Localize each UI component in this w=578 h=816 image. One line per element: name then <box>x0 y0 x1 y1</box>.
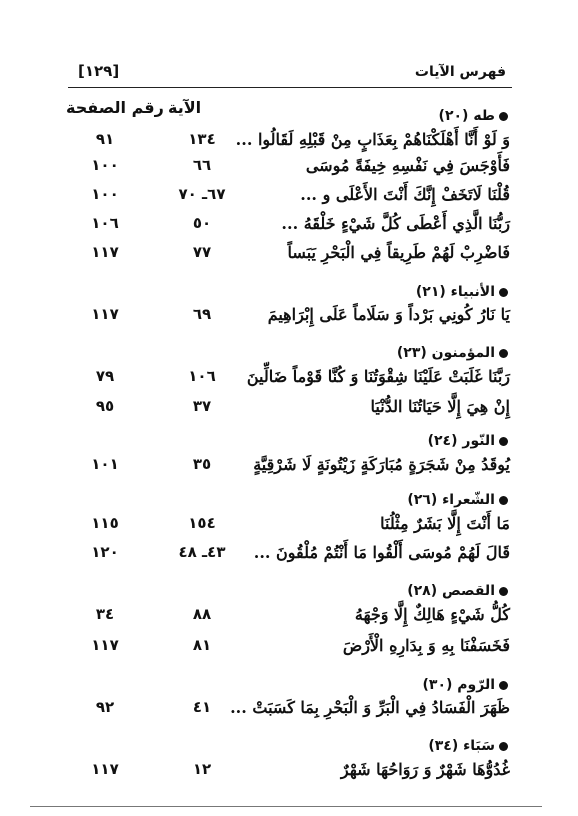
aya-number: ٦٧ـ ٧٠ <box>178 185 226 203</box>
aya-number: ٦٩ <box>192 305 212 323</box>
verse-text: فَأَوْجَسَ فِي نَفْسِهِ خِيفَةً مُوسَى <box>305 156 510 175</box>
page-ref: ١٠٠ <box>91 185 119 203</box>
aya-number: ١٣٤ <box>188 130 216 148</box>
verse-text: يُوقَدُ مِنْ شَجَرَةٍ مُبَارَكَةٍ زَيْتُونَةٍ لَا شَرْقِيَّةٍ <box>253 455 510 474</box>
bullet-icon <box>499 496 508 505</box>
aya-number: ٣٥ <box>192 455 212 473</box>
table-row <box>66 514 510 540</box>
page-ref: ١١٧ <box>91 760 119 778</box>
table-row <box>66 698 510 724</box>
page-title: فهرس الآيات <box>414 64 506 80</box>
table-row <box>66 305 510 331</box>
page-number: [١٢٩] <box>78 62 120 80</box>
verse-text: قَالَ لَهُمْ مُوسَى أَلْقُوا مَا أَنْتُمْ مُلْقُونَ ... <box>253 543 510 562</box>
surah-heading: النّور (٢٤) <box>428 433 508 449</box>
verse-text: كُلُّ شَيْءٍ هَالِكٌ إِلَّا وَجْهَهُ <box>354 605 510 624</box>
table-row <box>66 185 510 211</box>
verse-text: إِنْ هِيَ إِلَّا حَيَاتُنَا الدُّنْيَا <box>370 397 510 416</box>
bullet-icon <box>499 587 508 596</box>
bullet-icon <box>499 681 508 690</box>
page-ref: ٩١ <box>95 130 115 148</box>
table-row <box>66 397 510 423</box>
surah-heading: المؤمنون (٢٣) <box>397 345 508 361</box>
verse-text: غُدُوُّهَا شَهْرٌ وَ رَوَاحُهَا شَهْرٌ <box>340 760 510 779</box>
verse-text: ظَهَرَ الْفَسَادُ فِي الْبَرِّ وَ الْبَحْرِ بِمَا كَسَبَتْ ... <box>230 698 510 717</box>
footer-rule <box>30 806 542 807</box>
surah-heading: الشّعراء (٢٦) <box>407 492 508 508</box>
verse-text: فَخَسَفْنَا بِهِ وَ بِدَارِهِ الْأَرْضَ <box>342 636 510 655</box>
page-ref: ٧٩ <box>95 367 115 385</box>
table-row <box>66 156 510 182</box>
column-header-aya: الآية <box>168 98 202 117</box>
aya-number: ٨٨ <box>192 605 212 623</box>
page-ref: ١٠٦ <box>91 214 119 232</box>
page-ref: ٣٤ <box>95 605 115 623</box>
table-row <box>66 760 510 786</box>
aya-number: ٤٣ـ ٤٨ <box>178 543 226 561</box>
bullet-icon <box>499 437 508 446</box>
verse-text: فَاضْرِبْ لَهُمْ طَرِيقاً فِي الْبَحْرِ يَبَساً <box>287 243 510 262</box>
bullet-icon <box>499 112 508 121</box>
table-row <box>66 367 510 393</box>
page-ref: ١٠٠ <box>91 156 119 174</box>
aya-number: ٥٠ <box>192 214 212 232</box>
table-row <box>66 636 510 662</box>
table-row <box>66 605 510 631</box>
aya-number: ٣٧ <box>192 397 212 415</box>
aya-number: ١٥٤ <box>188 514 216 532</box>
verse-text: قُلْنَا لَاتَخَفْ إِنَّكَ أَنْتَ الأَعْلَى و ... <box>300 185 510 204</box>
table-row <box>66 243 510 269</box>
table-row <box>66 455 510 481</box>
aya-number: ٨١ <box>192 636 212 654</box>
aya-number: ٤١ <box>192 698 212 716</box>
page-ref: ١٢٠ <box>91 543 119 561</box>
table-row <box>66 214 510 240</box>
surah-heading: سَبَاء (٣٤) <box>428 738 508 754</box>
surah-heading: الرّوم (٣٠) <box>423 677 509 693</box>
page-ref: ١١٧ <box>91 305 119 323</box>
aya-number: ٧٧ <box>192 243 212 261</box>
page-ref: ١٠١ <box>91 455 119 473</box>
header-rule <box>68 87 512 88</box>
bullet-icon <box>499 742 508 751</box>
aya-number: ٦٦ <box>192 156 212 174</box>
verse-text: وَ لَوْ أَنَّا أَهْلَكْنَاهُمْ بِعَذَابٍ مِنْ قَبْلِهِ لَقَالُوا ... <box>235 130 510 149</box>
verse-text: مَا أَنْتَ إِلَّا بَشَرٌ مِثْلُنَا <box>380 514 510 533</box>
bullet-icon <box>499 349 508 358</box>
verse-text: رَبَّنَا غَلَبَتْ عَلَيْنَا شِقْوَتُنَا وَ كُنَّا قَوْماً ضَالِّينَ <box>246 367 510 386</box>
table-row <box>66 130 510 156</box>
aya-number: ١٢ <box>192 760 212 778</box>
page-ref: ١١٥ <box>91 514 119 532</box>
aya-number: ١٠٦ <box>188 367 216 385</box>
surah-heading: طه (٢٠) <box>439 108 508 124</box>
column-header-page: رقم الصفحة <box>66 98 164 117</box>
page-ref: ١١٧ <box>91 243 119 261</box>
table-row <box>66 543 510 569</box>
page-ref: ٩٢ <box>95 698 115 716</box>
page-ref: ١١٧ <box>91 636 119 654</box>
bullet-icon <box>499 288 508 297</box>
surah-heading: القصص (٢٨) <box>407 583 508 599</box>
verse-text: يَا نَارُ كُونِي بَرْداً وَ سَلَاماً عَلَى إِبْرَاهِيمَ <box>267 305 510 324</box>
surah-heading: الأنبياء (٢١) <box>416 284 508 300</box>
verse-text: رَبُّنَا الَّذِي أَعْطَى كُلَّ شَيْءٍ خَلْقَهُ ... <box>281 214 510 233</box>
page-ref: ٩٥ <box>95 397 115 415</box>
